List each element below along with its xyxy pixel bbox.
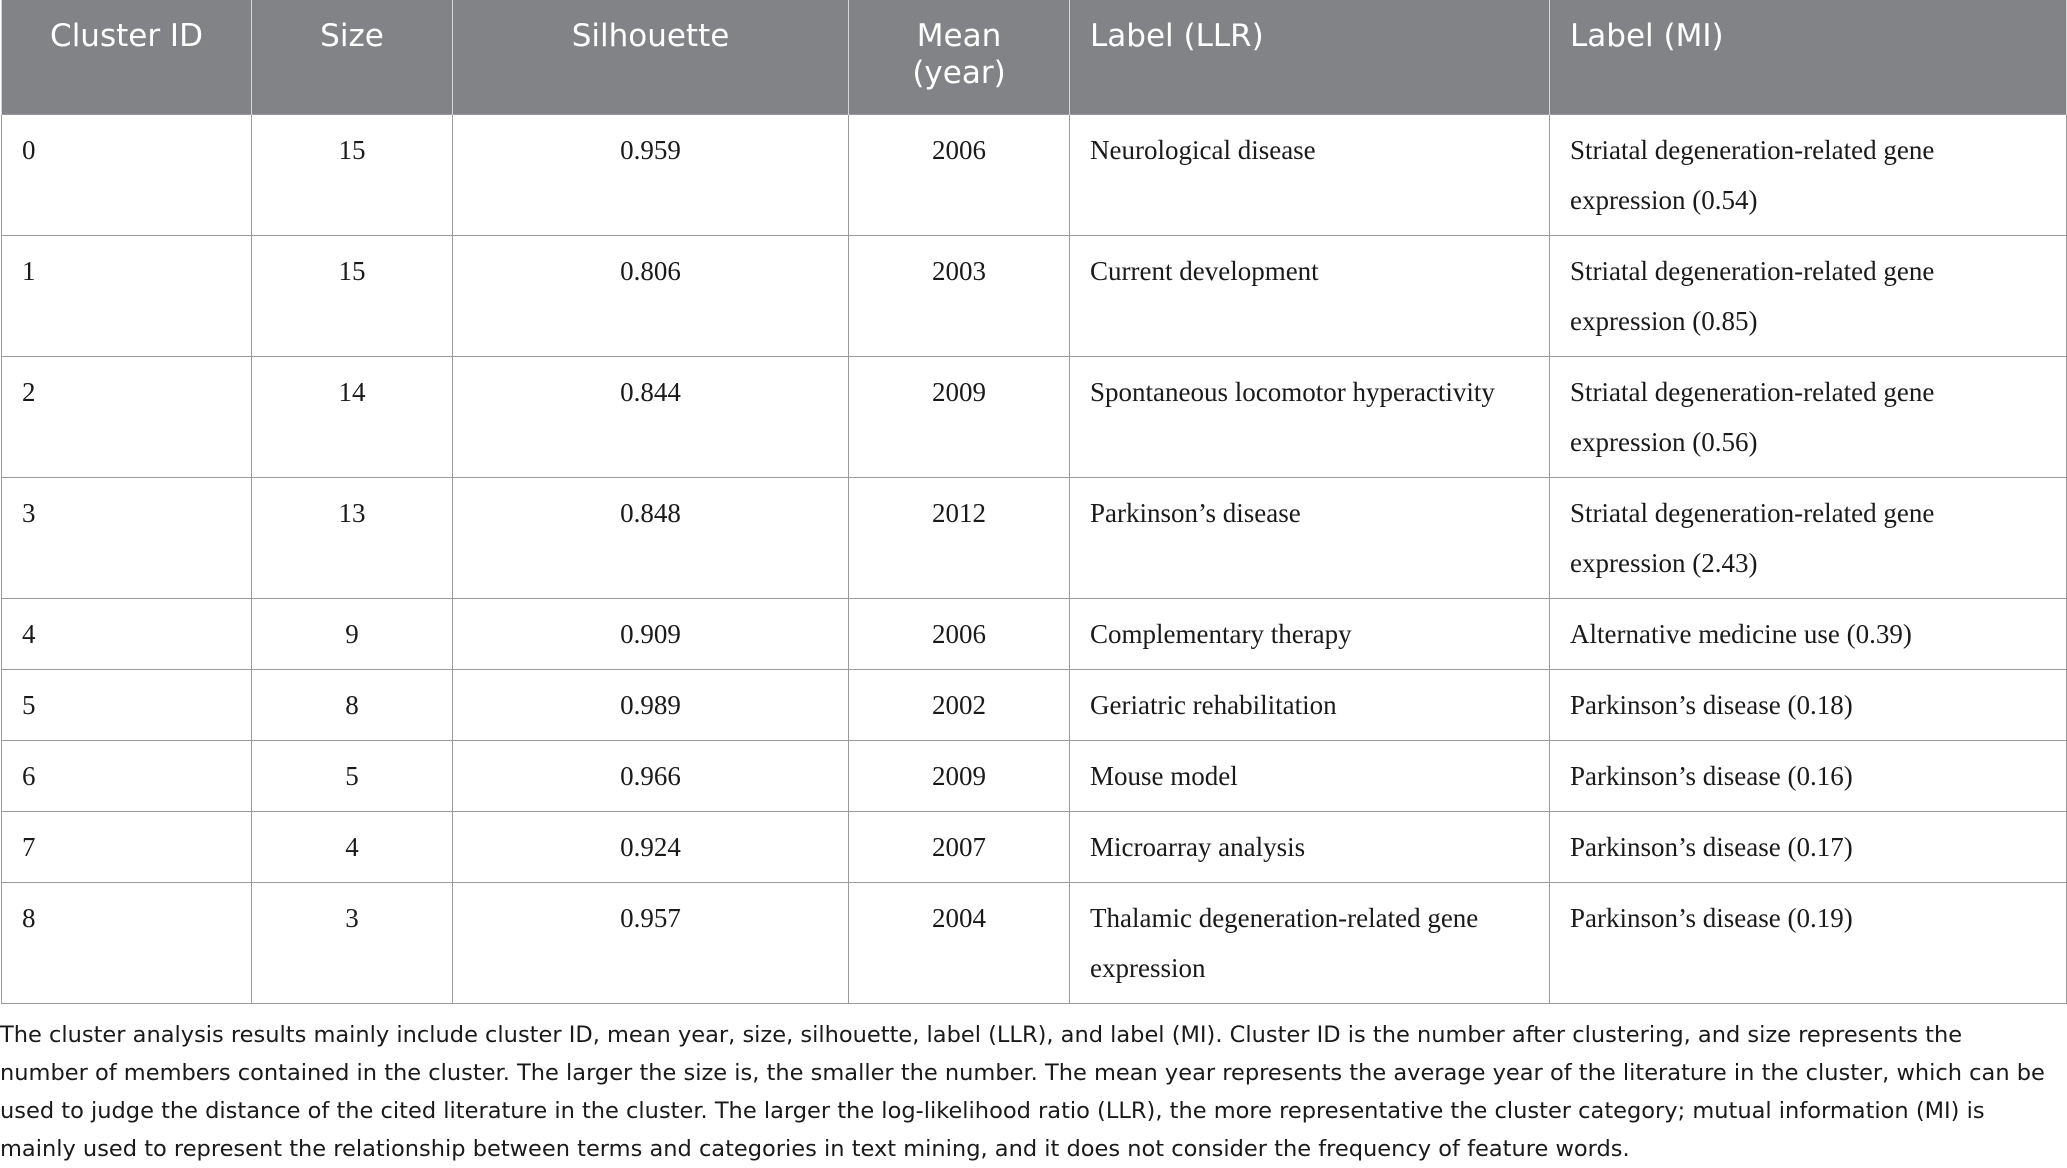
cell-label-llr: Neurological disease: [1070, 114, 1550, 235]
cell-silhouette: 0.848: [453, 477, 849, 598]
table-row: [2, 356, 2067, 477]
cell-size: 3: [252, 882, 453, 1003]
cell-size: 5: [252, 740, 453, 811]
header-cluster-id: Cluster ID: [2, 0, 252, 114]
cell-silhouette: 0.966: [453, 740, 849, 811]
cluster-analysis-table: [1, 0, 2067, 1004]
cell-label-llr: Parkinson’s disease: [1070, 477, 1550, 598]
table-row: [2, 598, 2067, 669]
table-footnote: The cluster analysis results mainly include cluster ID, mean year, size, silhouette, label (LLR), and label (MI). Cluster ID is the number after clustering, and size represents the number of members contained in the cluster. The larger the size is, the smaller the number. The mean year represents the average year of the literature in the cluster, which can be used to judge the distance of the cited literature in the cluster. The larger the log-likelihood ratio (LLR), the more representative the cluster category; mutual information (MI) is mainly used to represent the relationship between terms and categories in text mining, and it does not consider the frequency of feature words.: [0, 1021, 2045, 1162]
cell-label-llr: Complementary therapy: [1070, 598, 1550, 669]
cell-mean-year: 2004: [849, 882, 1070, 1003]
cell-mean-year: 2002: [849, 669, 1070, 740]
cell-cluster-id: 5: [2, 669, 252, 740]
table-row: [2, 669, 2067, 740]
header-label-llr: Label (LLR): [1070, 0, 1550, 114]
cell-label-llr: Spontaneous locomotor hyperactivity: [1070, 356, 1550, 477]
table-row: [2, 740, 2067, 811]
cell-size: 14: [252, 356, 453, 477]
cell-label-llr: Thalamic degeneration-related gene expression: [1070, 882, 1550, 1003]
cell-mean-year: 2006: [849, 114, 1070, 235]
table-body: [2, 114, 2067, 1003]
cell-label-mi: Alternative medicine use (0.39): [1550, 598, 2067, 669]
header-label-mi: Label (MI): [1550, 0, 2067, 114]
cell-label-mi: Parkinson’s disease (0.17): [1550, 811, 2067, 882]
header-size: Size: [252, 0, 453, 114]
header-row: [2, 0, 2067, 114]
cell-label-mi: Parkinson’s disease (0.16): [1550, 740, 2067, 811]
cell-cluster-id: 7: [2, 811, 252, 882]
cell-label-llr: Microarray analysis: [1070, 811, 1550, 882]
cell-cluster-id: 2: [2, 356, 252, 477]
cell-size: 13: [252, 477, 453, 598]
cell-size: 15: [252, 235, 453, 356]
cell-silhouette: 0.989: [453, 669, 849, 740]
header-mean-year: Mean (year): [849, 0, 1070, 114]
cell-cluster-id: 0: [2, 114, 252, 235]
cell-label-llr: Geriatric rehabilitation: [1070, 669, 1550, 740]
cell-mean-year: 2009: [849, 356, 1070, 477]
table-row: [2, 882, 2067, 1003]
cell-size: 15: [252, 114, 453, 235]
cell-cluster-id: 4: [2, 598, 252, 669]
cell-silhouette: 0.924: [453, 811, 849, 882]
cell-silhouette: 0.806: [453, 235, 849, 356]
cell-mean-year: 2009: [849, 740, 1070, 811]
cell-size: 9: [252, 598, 453, 669]
cell-label-mi: Striatal degeneration-related gene expression (2.43): [1550, 477, 2067, 598]
cell-silhouette: 0.844: [453, 356, 849, 477]
cell-mean-year: 2006: [849, 598, 1070, 669]
cell-label-mi: Striatal degeneration-related gene expression (0.85): [1550, 235, 2067, 356]
cell-cluster-id: 1: [2, 235, 252, 356]
cell-size: 8: [252, 669, 453, 740]
cell-label-mi: Parkinson’s disease (0.19): [1550, 882, 2067, 1003]
cell-silhouette: 0.957: [453, 882, 849, 1003]
header-silhouette: Silhouette: [453, 0, 849, 114]
table-row: [2, 477, 2067, 598]
cell-label-mi: Striatal degeneration-related gene expression (0.54): [1550, 114, 2067, 235]
cell-mean-year: 2012: [849, 477, 1070, 598]
cell-cluster-id: 6: [2, 740, 252, 811]
cell-mean-year: 2007: [849, 811, 1070, 882]
table-row: [2, 114, 2067, 235]
cell-silhouette: 0.959: [453, 114, 849, 235]
table-row: [2, 235, 2067, 356]
cell-mean-year: 2003: [849, 235, 1070, 356]
table-header: [2, 0, 2067, 114]
cell-size: 4: [252, 811, 453, 882]
cell-label-llr: Mouse model: [1070, 740, 1550, 811]
table-row: [2, 811, 2067, 882]
cell-cluster-id: 8: [2, 882, 252, 1003]
cell-silhouette: 0.909: [453, 598, 849, 669]
cell-label-llr: Current development: [1070, 235, 1550, 356]
cell-cluster-id: 3: [2, 477, 252, 598]
cell-label-mi: Striatal degeneration-related gene expression (0.56): [1550, 356, 2067, 477]
cell-label-mi: Parkinson’s disease (0.18): [1550, 669, 2067, 740]
